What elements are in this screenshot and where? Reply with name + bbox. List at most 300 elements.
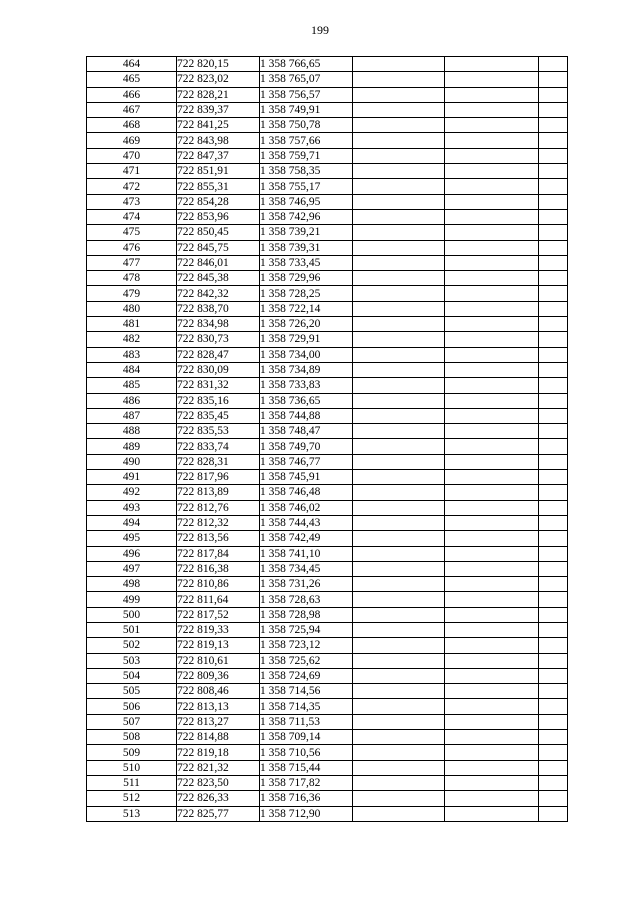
empty-cell: [539, 745, 568, 760]
table-row: [87, 730, 568, 745]
x-coordinate-cell: 722 808,46: [177, 684, 260, 699]
empty-cell: [445, 485, 539, 500]
point-number-cell: 509: [87, 745, 177, 760]
empty-cell: [539, 301, 568, 316]
x-coordinate-cell: 722 835,53: [177, 424, 260, 439]
table-row: [87, 485, 568, 500]
point-number-cell: 471: [87, 164, 177, 179]
empty-cell: [539, 102, 568, 117]
empty-cell: [445, 225, 539, 240]
empty-cell: [353, 286, 445, 301]
empty-cell: [445, 454, 539, 469]
empty-cell: [539, 531, 568, 546]
table-row: [87, 240, 568, 255]
empty-cell: [445, 393, 539, 408]
table-row: [87, 745, 568, 760]
empty-cell: [539, 515, 568, 530]
empty-cell: [445, 684, 539, 699]
y-coordinate-cell: 1 358 711,53: [260, 714, 353, 729]
empty-cell: [539, 57, 568, 72]
empty-cell: [539, 164, 568, 179]
point-number-cell: 476: [87, 240, 177, 255]
empty-cell: [539, 72, 568, 87]
empty-cell: [353, 393, 445, 408]
y-coordinate-cell: 1 358 759,71: [260, 148, 353, 163]
table-row: [87, 577, 568, 592]
empty-cell: [445, 133, 539, 148]
table-row: [87, 72, 568, 87]
table-row: [87, 515, 568, 530]
y-coordinate-cell: 1 358 715,44: [260, 760, 353, 775]
empty-cell: [445, 668, 539, 683]
table-row: [87, 255, 568, 270]
empty-cell: [445, 362, 539, 377]
empty-cell: [539, 378, 568, 393]
empty-cell: [539, 194, 568, 209]
y-coordinate-cell: 1 358 726,20: [260, 317, 353, 332]
empty-cell: [353, 699, 445, 714]
x-coordinate-cell: 722 834,98: [177, 317, 260, 332]
x-coordinate-cell: 722 813,13: [177, 699, 260, 714]
point-number-cell: 505: [87, 684, 177, 699]
table-row: [87, 194, 568, 209]
empty-cell: [539, 393, 568, 408]
table-row: [87, 424, 568, 439]
table-row: [87, 148, 568, 163]
empty-cell: [353, 760, 445, 775]
table-row: [87, 561, 568, 576]
empty-cell: [539, 209, 568, 224]
point-number-cell: 479: [87, 286, 177, 301]
point-number-cell: 474: [87, 209, 177, 224]
point-number-cell: 513: [87, 806, 177, 821]
empty-cell: [353, 118, 445, 133]
empty-cell: [539, 775, 568, 790]
empty-cell: [445, 775, 539, 790]
y-coordinate-cell: 1 358 716,36: [260, 791, 353, 806]
x-coordinate-cell: 722 817,96: [177, 470, 260, 485]
point-number-cell: 507: [87, 714, 177, 729]
y-coordinate-cell: 1 358 746,48: [260, 485, 353, 500]
x-coordinate-cell: 722 823,02: [177, 72, 260, 87]
x-coordinate-cell: 722 828,31: [177, 454, 260, 469]
point-number-cell: 503: [87, 653, 177, 668]
point-number-cell: 465: [87, 72, 177, 87]
point-number-cell: 494: [87, 515, 177, 530]
empty-cell: [445, 500, 539, 515]
y-coordinate-cell: 1 358 756,57: [260, 87, 353, 102]
empty-cell: [353, 347, 445, 362]
x-coordinate-cell: 722 826,33: [177, 791, 260, 806]
x-coordinate-cell: 722 809,36: [177, 668, 260, 683]
empty-cell: [445, 164, 539, 179]
empty-cell: [539, 148, 568, 163]
table-row: [87, 118, 568, 133]
empty-cell: [353, 301, 445, 316]
empty-cell: [445, 607, 539, 622]
empty-cell: [539, 332, 568, 347]
empty-cell: [539, 424, 568, 439]
empty-cell: [539, 607, 568, 622]
empty-cell: [353, 378, 445, 393]
point-number-cell: 501: [87, 622, 177, 637]
table-row: [87, 454, 568, 469]
y-coordinate-cell: 1 358 723,12: [260, 638, 353, 653]
x-coordinate-cell: 722 850,45: [177, 225, 260, 240]
table-row: [87, 362, 568, 377]
empty-cell: [353, 791, 445, 806]
table-row: [87, 225, 568, 240]
x-coordinate-cell: 722 814,88: [177, 730, 260, 745]
empty-cell: [353, 470, 445, 485]
point-number-cell: 500: [87, 607, 177, 622]
table-row: [87, 607, 568, 622]
empty-cell: [353, 148, 445, 163]
empty-cell: [445, 424, 539, 439]
empty-cell: [353, 439, 445, 454]
table-row: [87, 347, 568, 362]
x-coordinate-cell: 722 855,31: [177, 179, 260, 194]
empty-cell: [445, 745, 539, 760]
empty-cell: [539, 347, 568, 362]
empty-cell: [539, 699, 568, 714]
x-coordinate-cell: 722 817,84: [177, 546, 260, 561]
y-coordinate-cell: 1 358 710,56: [260, 745, 353, 760]
empty-cell: [539, 133, 568, 148]
x-coordinate-cell: 722 821,32: [177, 760, 260, 775]
point-number-cell: 493: [87, 500, 177, 515]
empty-cell: [353, 317, 445, 332]
x-coordinate-cell: 722 813,56: [177, 531, 260, 546]
table-row: [87, 684, 568, 699]
empty-cell: [353, 577, 445, 592]
point-number-cell: 480: [87, 301, 177, 316]
y-coordinate-cell: 1 358 742,96: [260, 209, 353, 224]
empty-cell: [539, 470, 568, 485]
x-coordinate-cell: 722 835,16: [177, 393, 260, 408]
page-number: 199: [311, 23, 329, 37]
point-number-cell: 512: [87, 791, 177, 806]
empty-cell: [445, 255, 539, 270]
point-number-cell: 473: [87, 194, 177, 209]
empty-cell: [445, 730, 539, 745]
y-coordinate-cell: 1 358 741,10: [260, 546, 353, 561]
x-coordinate-cell: 722 823,50: [177, 775, 260, 790]
point-number-cell: 491: [87, 470, 177, 485]
empty-cell: [445, 378, 539, 393]
empty-cell: [445, 179, 539, 194]
empty-cell: [353, 362, 445, 377]
x-coordinate-cell: 722 830,73: [177, 332, 260, 347]
point-number-cell: 477: [87, 255, 177, 270]
point-number-cell: 467: [87, 102, 177, 117]
empty-cell: [353, 653, 445, 668]
empty-cell: [445, 714, 539, 729]
y-coordinate-cell: 1 358 744,43: [260, 515, 353, 530]
y-coordinate-cell: 1 358 724,69: [260, 668, 353, 683]
empty-cell: [353, 271, 445, 286]
empty-cell: [353, 102, 445, 117]
table-row: [87, 791, 568, 806]
x-coordinate-cell: 722 819,18: [177, 745, 260, 760]
x-coordinate-cell: 722 854,28: [177, 194, 260, 209]
empty-cell: [539, 255, 568, 270]
empty-cell: [539, 271, 568, 286]
empty-cell: [445, 209, 539, 224]
x-coordinate-cell: 722 853,96: [177, 209, 260, 224]
y-coordinate-cell: 1 358 734,89: [260, 362, 353, 377]
empty-cell: [445, 546, 539, 561]
x-coordinate-cell: 722 817,52: [177, 607, 260, 622]
point-number-cell: 483: [87, 347, 177, 362]
point-number-cell: 472: [87, 179, 177, 194]
table-row: [87, 164, 568, 179]
empty-cell: [353, 730, 445, 745]
table-row: [87, 378, 568, 393]
point-number-cell: 510: [87, 760, 177, 775]
table-row: [87, 531, 568, 546]
empty-cell: [445, 577, 539, 592]
point-number-cell: 487: [87, 408, 177, 423]
x-coordinate-cell: 722 842,32: [177, 286, 260, 301]
y-coordinate-cell: 1 358 765,07: [260, 72, 353, 87]
empty-cell: [539, 439, 568, 454]
empty-cell: [445, 699, 539, 714]
empty-cell: [539, 118, 568, 133]
x-coordinate-cell: 722 843,98: [177, 133, 260, 148]
empty-cell: [353, 622, 445, 637]
x-coordinate-cell: 722 845,38: [177, 271, 260, 286]
y-coordinate-cell: 1 358 729,91: [260, 332, 353, 347]
empty-cell: [539, 791, 568, 806]
y-coordinate-cell: 1 358 709,14: [260, 730, 353, 745]
y-coordinate-cell: 1 358 712,90: [260, 806, 353, 821]
y-coordinate-cell: 1 358 728,25: [260, 286, 353, 301]
y-coordinate-cell: 1 358 734,00: [260, 347, 353, 362]
empty-cell: [539, 668, 568, 683]
empty-cell: [539, 225, 568, 240]
x-coordinate-cell: 722 845,75: [177, 240, 260, 255]
x-coordinate-cell: 722 835,45: [177, 408, 260, 423]
empty-cell: [539, 592, 568, 607]
y-coordinate-cell: 1 358 745,91: [260, 470, 353, 485]
empty-cell: [539, 317, 568, 332]
table-row: [87, 775, 568, 790]
point-number-cell: 478: [87, 271, 177, 286]
empty-cell: [353, 546, 445, 561]
empty-cell: [445, 653, 539, 668]
table-row: [87, 209, 568, 224]
x-coordinate-cell: 722 839,37: [177, 102, 260, 117]
empty-cell: [539, 485, 568, 500]
y-coordinate-cell: 1 358 725,62: [260, 653, 353, 668]
empty-cell: [445, 240, 539, 255]
x-coordinate-cell: 722 846,01: [177, 255, 260, 270]
point-number-cell: 485: [87, 378, 177, 393]
y-coordinate-cell: 1 358 750,78: [260, 118, 353, 133]
point-number-cell: 489: [87, 439, 177, 454]
x-coordinate-cell: 722 833,74: [177, 439, 260, 454]
table-row: [87, 806, 568, 821]
empty-cell: [353, 806, 445, 821]
empty-cell: [539, 362, 568, 377]
y-coordinate-cell: 1 358 739,21: [260, 225, 353, 240]
point-number-cell: 469: [87, 133, 177, 148]
empty-cell: [353, 684, 445, 699]
empty-cell: [353, 240, 445, 255]
x-coordinate-cell: 722 851,91: [177, 164, 260, 179]
empty-cell: [539, 87, 568, 102]
empty-cell: [445, 317, 539, 332]
point-number-cell: 495: [87, 531, 177, 546]
table-row: [87, 439, 568, 454]
point-number-cell: 511: [87, 775, 177, 790]
y-coordinate-cell: 1 358 744,88: [260, 408, 353, 423]
empty-cell: [353, 424, 445, 439]
empty-cell: [539, 622, 568, 637]
table-row: [87, 271, 568, 286]
empty-cell: [445, 622, 539, 637]
empty-cell: [445, 87, 539, 102]
x-coordinate-cell: 722 830,09: [177, 362, 260, 377]
x-coordinate-cell: 722 812,32: [177, 515, 260, 530]
x-coordinate-cell: 722 810,61: [177, 653, 260, 668]
empty-cell: [445, 148, 539, 163]
empty-cell: [353, 561, 445, 576]
y-coordinate-cell: 1 358 748,47: [260, 424, 353, 439]
table-row: [87, 622, 568, 637]
x-coordinate-cell: 722 819,13: [177, 638, 260, 653]
empty-cell: [353, 668, 445, 683]
point-number-cell: 481: [87, 317, 177, 332]
empty-cell: [353, 454, 445, 469]
x-coordinate-cell: 722 831,32: [177, 378, 260, 393]
empty-cell: [539, 638, 568, 653]
empty-cell: [445, 561, 539, 576]
point-number-cell: 464: [87, 57, 177, 72]
y-coordinate-cell: 1 358 749,70: [260, 439, 353, 454]
table-row: [87, 760, 568, 775]
empty-cell: [445, 332, 539, 347]
empty-cell: [539, 454, 568, 469]
point-number-cell: 468: [87, 118, 177, 133]
empty-cell: [353, 57, 445, 72]
empty-cell: [445, 408, 539, 423]
table-row: [87, 638, 568, 653]
y-coordinate-cell: 1 358 731,26: [260, 577, 353, 592]
empty-cell: [353, 531, 445, 546]
x-coordinate-cell: 722 810,86: [177, 577, 260, 592]
point-number-cell: 484: [87, 362, 177, 377]
empty-cell: [353, 164, 445, 179]
x-coordinate-cell: 722 812,76: [177, 500, 260, 515]
x-coordinate-cell: 722 825,77: [177, 806, 260, 821]
empty-cell: [445, 301, 539, 316]
point-number-cell: 466: [87, 87, 177, 102]
point-number-cell: 506: [87, 699, 177, 714]
y-coordinate-cell: 1 358 746,02: [260, 500, 353, 515]
table-row: [87, 546, 568, 561]
y-coordinate-cell: 1 358 746,77: [260, 454, 353, 469]
x-coordinate-cell: 722 813,27: [177, 714, 260, 729]
empty-cell: [539, 684, 568, 699]
empty-cell: [353, 607, 445, 622]
empty-cell: [445, 470, 539, 485]
empty-cell: [353, 225, 445, 240]
empty-cell: [445, 638, 539, 653]
x-coordinate-cell: 722 819,33: [177, 622, 260, 637]
table-row: [87, 57, 568, 72]
empty-cell: [353, 133, 445, 148]
table-row: [87, 408, 568, 423]
y-coordinate-cell: 1 358 714,56: [260, 684, 353, 699]
x-coordinate-cell: 722 820,15: [177, 57, 260, 72]
empty-cell: [539, 408, 568, 423]
empty-cell: [445, 760, 539, 775]
point-number-cell: 482: [87, 332, 177, 347]
x-coordinate-cell: 722 828,47: [177, 347, 260, 362]
x-coordinate-cell: 722 828,21: [177, 87, 260, 102]
y-coordinate-cell: 1 358 728,63: [260, 592, 353, 607]
y-coordinate-cell: 1 358 717,82: [260, 775, 353, 790]
y-coordinate-cell: 1 358 714,35: [260, 699, 353, 714]
empty-cell: [353, 592, 445, 607]
empty-cell: [539, 500, 568, 515]
x-coordinate-cell: 722 816,38: [177, 561, 260, 576]
empty-cell: [353, 638, 445, 653]
table-row: [87, 102, 568, 117]
empty-cell: [353, 775, 445, 790]
y-coordinate-cell: 1 358 755,17: [260, 179, 353, 194]
table-row: [87, 179, 568, 194]
empty-cell: [353, 745, 445, 760]
point-number-cell: 504: [87, 668, 177, 683]
empty-cell: [445, 806, 539, 821]
empty-cell: [539, 806, 568, 821]
empty-cell: [445, 531, 539, 546]
y-coordinate-cell: 1 358 758,35: [260, 164, 353, 179]
table-row: [87, 87, 568, 102]
point-number-cell: 497: [87, 561, 177, 576]
empty-cell: [353, 255, 445, 270]
empty-cell: [445, 72, 539, 87]
point-number-cell: 475: [87, 225, 177, 240]
empty-cell: [445, 286, 539, 301]
empty-cell: [353, 72, 445, 87]
table-row: [87, 133, 568, 148]
empty-cell: [539, 546, 568, 561]
empty-cell: [445, 347, 539, 362]
table-row: [87, 393, 568, 408]
y-coordinate-cell: 1 358 734,45: [260, 561, 353, 576]
empty-cell: [539, 240, 568, 255]
table-row: [87, 653, 568, 668]
point-number-cell: 508: [87, 730, 177, 745]
empty-cell: [445, 194, 539, 209]
empty-cell: [539, 714, 568, 729]
empty-cell: [539, 653, 568, 668]
x-coordinate-cell: 722 811,64: [177, 592, 260, 607]
empty-cell: [539, 577, 568, 592]
y-coordinate-cell: 1 358 739,31: [260, 240, 353, 255]
point-number-cell: 492: [87, 485, 177, 500]
y-coordinate-cell: 1 358 728,98: [260, 607, 353, 622]
x-coordinate-cell: 722 813,89: [177, 485, 260, 500]
point-number-cell: 498: [87, 577, 177, 592]
x-coordinate-cell: 722 847,37: [177, 148, 260, 163]
y-coordinate-cell: 1 358 746,95: [260, 194, 353, 209]
y-coordinate-cell: 1 358 729,96: [260, 271, 353, 286]
